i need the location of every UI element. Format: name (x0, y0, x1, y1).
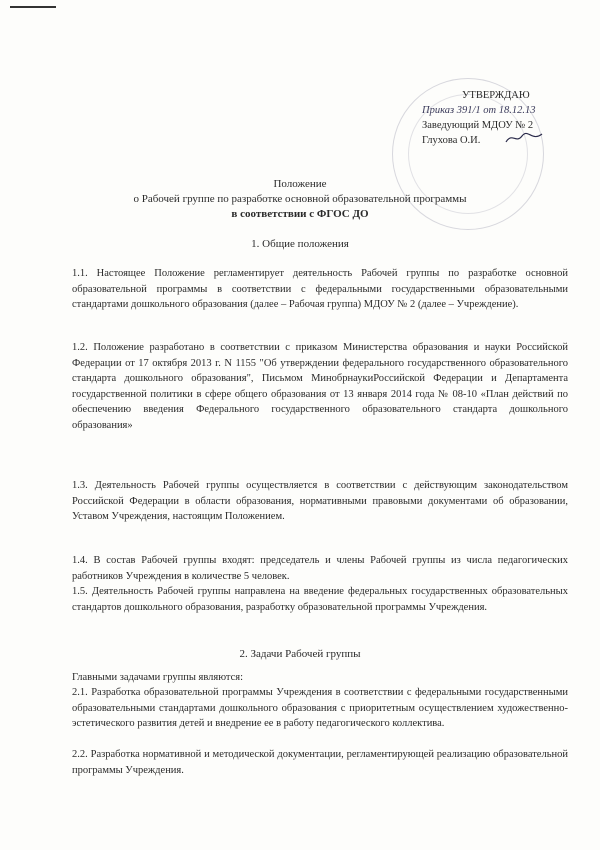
paragraph-1-2: 1.2. Положение разработано в соответствии с приказом Министерства образования и науки Российской Федерации от 17 октября 2013 г. N 1155 "Об утверждении федерального государственного образовательного стандарта дошкольного образования", Письмом МинобрнаукиРоссийской Федерации и Департамента государственной политики в сфере общего образования от 13 января 2014 года № 08-10 «План действий по обеспечению введения Федерального государственного образовательного стандарта дошкольного образования» (72, 342, 568, 431)
doc-subtitle: о Рабочей группе по разработке основной образовательной программы (133, 193, 467, 205)
section-1-title: 1. Общие положения (251, 238, 349, 250)
signature-icon (504, 130, 544, 146)
doc-subtitle-2: в соответствии с ФГОС ДО (231, 208, 369, 220)
approval-block (422, 88, 572, 148)
paragraph-2-2: 2.2. Разработка нормативной и методической документации, регламентирующей реализацию образовательной программы Учреждения. (72, 749, 568, 776)
approval-head-position: Заведующий МДОУ № 2 (422, 120, 534, 131)
approval-head-name: Глухова О.И. (422, 135, 481, 146)
paragraph-1-3: 1.3. Деятельность Рабочей группы осуществляется в соответствии с действующим законодательством Российской Федерации в области образования, нормативными правовыми документами об образовании, Уставом Учреждения, настоящим Положением. (72, 480, 568, 522)
approval-title: УТВЕРЖДАЮ (462, 90, 530, 101)
approval-order: Приказ 391/1 от 18.12.13 (422, 105, 536, 116)
paragraph-1-5: 1.5. Деятельность Рабочей группы направлена на введение федеральных государственных образовательных стандартов дошкольного образования, разработку образовательной программы Учреждения. (72, 586, 568, 613)
section-2-title: 2. Задачи Рабочей группы (239, 648, 361, 660)
corner-mark (10, 6, 56, 8)
doc-title: Положение (273, 178, 327, 190)
paragraph-2-1: 2.1. Разработка образовательной программы Учреждения в соответствии с федеральными государственными образовательными стандартами дошкольного образования с приоритетным осуществлением художественно-эстетического развития детей и внедрение ее в работу педагогического коллектива. (72, 687, 568, 729)
paragraph-1-4: 1.4. В состав Рабочей группы входят: председатель и члены Рабочей группы из числа педагогических работников Учреждения в количестве 5 человек. (72, 555, 568, 582)
paragraph-1-1: 1.1. Настоящее Положение регламентирует деятельность Рабочей группы по разработке основной образовательной программы в соответствии с федеральными государственными образовательными стандартами дошкольного образования (далее – Рабочая группа) МДОУ № 2 (далее – Учреждение). (72, 268, 568, 310)
paragraph-2-intro: Главными задачами группы являются: (72, 672, 244, 683)
